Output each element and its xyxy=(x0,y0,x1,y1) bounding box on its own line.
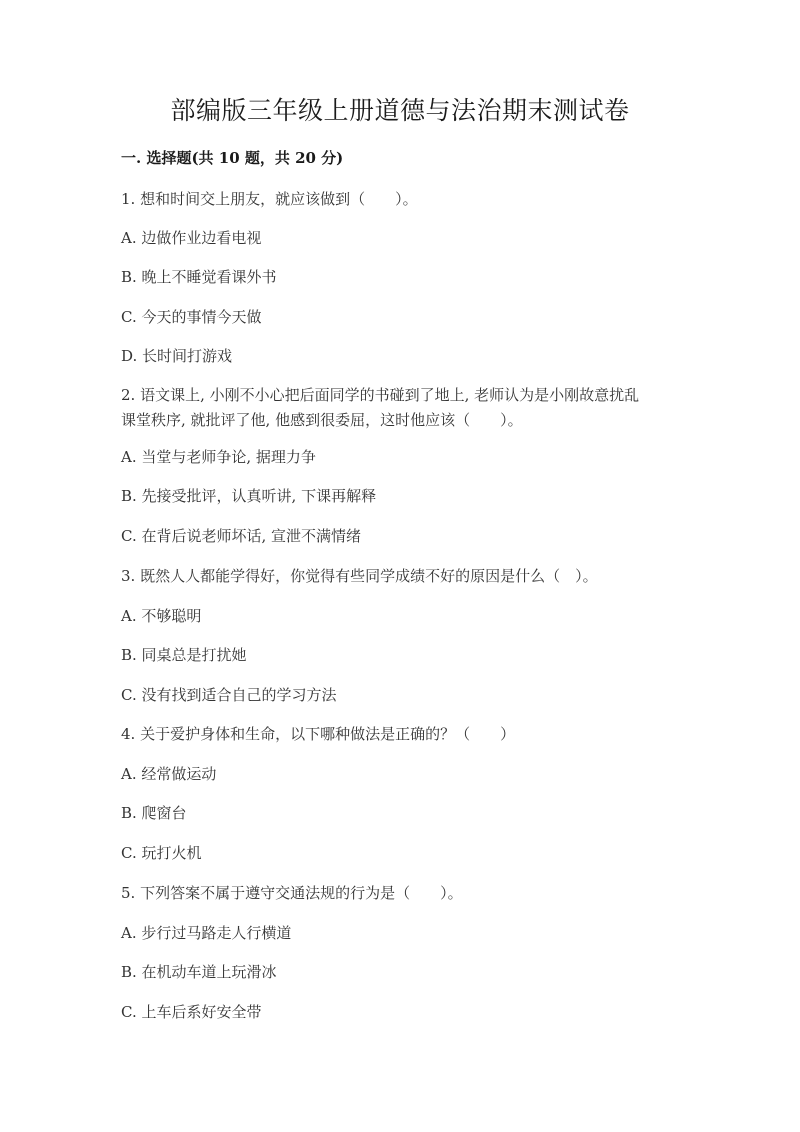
question-5-stem: 5. 下列答案不属于遵守交通法规的行为是（ ）。 xyxy=(121,884,463,902)
question-2-option-b: B. 先接受批评，认真听讲, 下课再解释 xyxy=(121,487,377,505)
question-1-option-b: B. 晚上不睡觉看课外书 xyxy=(121,268,277,286)
question-2-stem-line-2: 课堂秩序, 就批评了他, 他感到很委屈，这时他应该（ ）。 xyxy=(121,411,523,429)
question-3-option-a: A. 不够聪明 xyxy=(121,607,202,625)
question-5-option-c: C. 上车后系好安全带 xyxy=(121,1003,262,1021)
question-5-option-a: A. 步行过马路走人行横道 xyxy=(121,924,292,942)
question-5-option-b: B. 在机动车道上玩滑冰 xyxy=(121,963,277,981)
question-2-option-a: A. 当堂与老师争论, 据理力争 xyxy=(121,448,316,466)
question-3-option-c: C. 没有找到适合自己的学习方法 xyxy=(121,686,337,704)
question-4-option-a: A. 经常做运动 xyxy=(121,765,217,783)
question-1-option-c: C. 今天的事情今天做 xyxy=(121,308,262,326)
question-1-stem: 1. 想和时间交上朋友，就应该做到（ ）。 xyxy=(121,190,418,208)
question-3-stem: 3. 既然人人都能学得好，你觉得有些同学成绩不好的原因是什么（ ）。 xyxy=(121,567,598,585)
page-title: 部编版三年级上册道德与法治期末测试卷 xyxy=(170,96,630,125)
question-2-option-c: C. 在背后说老师坏话, 宣泄不满情绪 xyxy=(121,527,362,545)
question-4-option-c: C. 玩打火机 xyxy=(121,844,202,862)
question-4-stem: 4. 关于爱护身体和生命，以下哪种做法是正确的？（ ） xyxy=(121,725,516,743)
section-heading: 一. 选择题(共 10 题，共 20 分) xyxy=(121,149,344,167)
question-1-option-a: A. 边做作业边看电视 xyxy=(121,229,262,247)
question-4-option-b: B. 爬窗台 xyxy=(121,804,187,822)
question-1-option-d: D. 长时间打游戏 xyxy=(121,347,233,365)
question-2-stem-line-1: 2. 语文课上, 小刚不小心把后面同学的书碰到了地上, 老师认为是小刚故意扰乱 xyxy=(121,386,640,404)
question-3-option-b: B. 同桌总是打扰她 xyxy=(121,646,247,664)
